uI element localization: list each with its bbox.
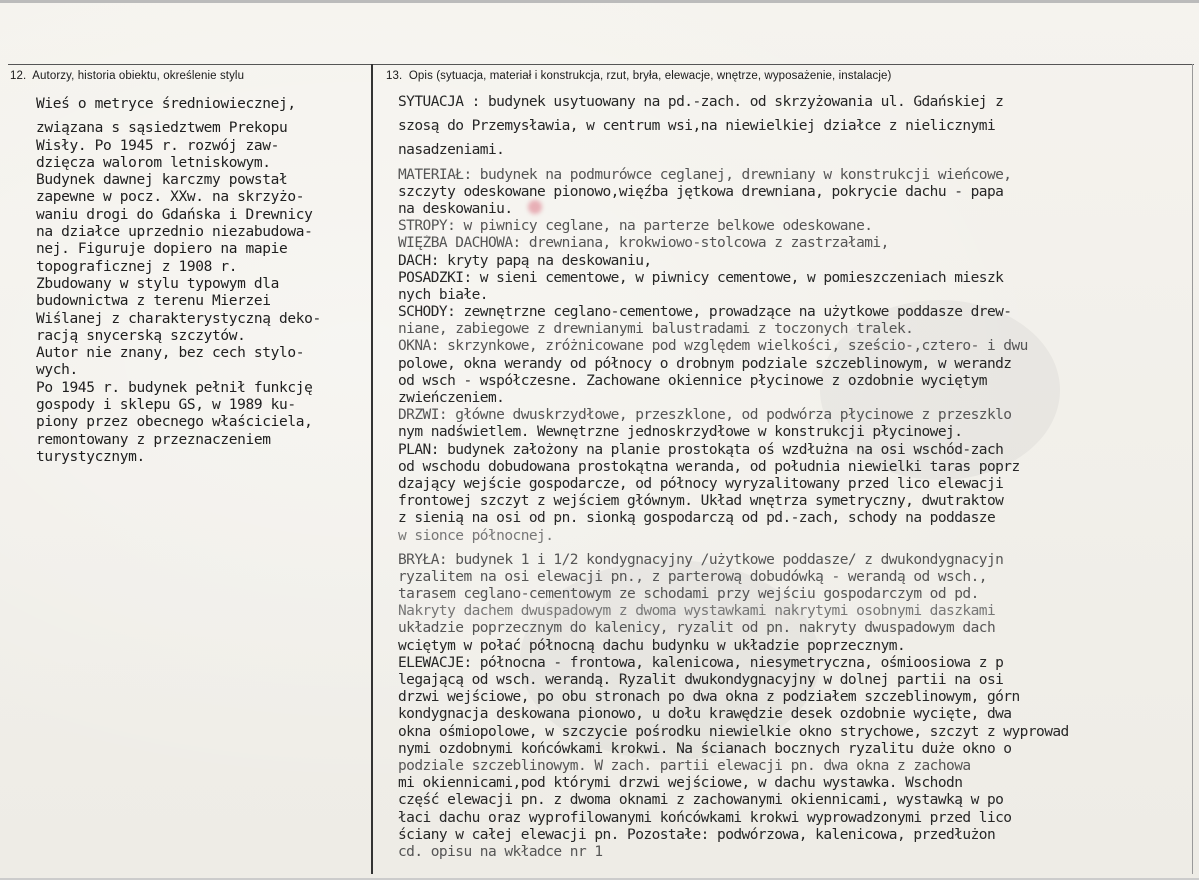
description-line: od wsch - współczesne. Zachowane okiennice płycinowe z ozdobnie wyciętym — [398, 372, 987, 389]
history-line: piony przez obecnego właściciela, — [36, 414, 313, 431]
history-line: remontowany z przeznaczeniem — [36, 431, 271, 448]
description-line-situation: SYTUACJA : budynek usytuowany na pd.-zach. od skrzyżowania ul. Gdańskiej z — [398, 94, 1004, 110]
left-header-number: 12. — [10, 70, 27, 82]
description-line-floors: POSADZKI: w sieni cementowe, w piwnicy cementowe, w pomieszczeniach mieszk — [398, 269, 1004, 286]
history-line: Wiślanej z charakterystyczną deko- — [36, 310, 321, 327]
history-line: związana s sąsiedztwem Prekopu — [36, 120, 288, 137]
description-line: wciętym w połać północną dachu budynku w układzie poprzecznym. — [398, 637, 906, 654]
description-line: z sienią na osi od pn. sionką gospodarczą od pd.-zach, schody na poddasze — [398, 510, 996, 527]
right-header-title: Opis (sytuacja, materiał i konstrukcja, rzut, bryła, elewacje, wnętrze, wyposażenie, instalacje) — [408, 70, 892, 82]
history-line: zapewne w pocz. XXw. na skrzyżo- — [36, 189, 305, 206]
right-header-number: 13. — [386, 70, 403, 82]
description-line-doors: DRZWI: główne dwuskrzydłowe, przeszklone, od podwórza płycinowe z przeszklo — [398, 407, 1012, 424]
description-line: od wschodu dobudowana prostokątna weranda, od południa niewielki taras poprz — [398, 458, 1020, 475]
right-border-line — [1192, 64, 1193, 874]
description-line: dzający wejście gospodarcze, od północy wyryzalitowany przed lico elewacji — [398, 475, 1004, 492]
page-top-edge — [0, 0, 1199, 3]
description-line: niane, zabiegowe z drewnianymi balustradami z toczonych tralek. — [398, 321, 914, 338]
history-line: Wieś o metryce średniowiecznej, — [36, 96, 296, 112]
history-line: topograficznej z 1908 r. — [36, 258, 238, 275]
description-line-continued: cd. opisu na wkładce nr 1 — [398, 843, 603, 860]
ink-stamp-mark — [528, 200, 542, 214]
description-line: nym nadświetlem. Wewnętrzne jednoskrzydłowe w konstrukcji płycinowej. — [398, 424, 963, 441]
description-line: łaci dachu oraz wyprofilowanymi końcówkami krokwi wyprowadzonymi przed lico — [398, 809, 1012, 826]
right-column-header — [386, 70, 891, 82]
history-line: turystycznym. — [36, 448, 145, 465]
history-line: racją snycerską szczytów. — [36, 327, 246, 344]
description-line: nych białe. — [398, 286, 488, 303]
history-line: Po 1945 r. budynek pełnił funkcję — [36, 379, 313, 396]
description-line: okna ośmiopolowe, w szczycie pośrodku niewielkie okno strychowe, szczyt z wyprowad — [398, 723, 1069, 740]
description-line: układzie poprzecznym do kalenicy, ryzalit od pn. nakryty dwuspadowym dach — [398, 620, 996, 637]
history-line: dzięcza walorom letniskowym. — [36, 154, 271, 171]
description-line-roof-truss: WIĘŹBA DACHOWA: drewniana, krokwiowo-stolcowa z zastrzałami, — [398, 235, 889, 252]
description-line-elevations: ELEWACJE: północna - frontowa, kalenicowa, niesymetryczna, ośmioosiowa z p — [398, 654, 1004, 671]
column-divider-line — [371, 64, 373, 874]
description-line-ceilings: STROPY: w piwnicy ceglane, na parterze belkowe odeskowane. — [398, 218, 873, 235]
description-line: na deskowaniu. — [398, 200, 513, 217]
description-line: szosą do Przemysławia, w centrum wsi,na niewielkiej działce z nielicznymi — [398, 118, 996, 135]
description-line: kondygnacja deskowana pionowo, u dołu krawędzie desek ozdobnie wycięte, dwa — [398, 706, 1012, 723]
description-line: szczyty odeskowane pionowo,więźba jętkowa drewniana, pokrycie dachu - papa — [398, 183, 1004, 200]
description-line: podziale szczeblinowym. W zach. partii elewacji pn. dwa okna z zachowa — [398, 757, 971, 774]
history-line: Autor nie znany, bez cech stylo- — [36, 345, 305, 362]
description-line: frontowej szczyt z wejściem głównym. Układ wnętrza symetryczny, dwutraktow — [398, 493, 1004, 510]
history-line: Wisły. Po 1945 r. rozwój zaw- — [36, 137, 280, 154]
description-line-windows: OKNA: skrzynkowe, zróżnicowane pod względem wielkości, sześcio-,cztero- i dwu — [398, 338, 1028, 355]
description-line: część elewacji pn. z dwoma oknami z zachowanymi okiennicami, wystawką w po — [398, 792, 1004, 809]
description-line-stairs: SCHODY: zewnętrzne ceglano-cementowe, prowadzące na użytkowe poddasze drew- — [398, 304, 1012, 321]
history-line: wych. — [36, 362, 78, 379]
description-line: nasadzeniami. — [398, 142, 505, 159]
description-line-roof: DACH: kryty papą na deskowaniu, — [398, 252, 652, 269]
history-line: budownictwa z terenu Mierzei — [36, 293, 271, 310]
history-line: Zbudowany w stylu typowym dla — [36, 275, 280, 292]
header-divider-line — [8, 64, 1194, 65]
description-line-plan: PLAN: budynek założony na planie prostokąta oś wzdłużna na osi wschód-zach — [398, 441, 1004, 458]
history-line: na działce uprzednio niezabudowa- — [36, 224, 313, 241]
description-line: w sionce północnej. — [398, 527, 554, 544]
description-text-block — [398, 94, 1188, 861]
left-header-title: Autorzy, historia obiektu, określenie stylu — [32, 70, 245, 82]
history-line: gospody i sklepu GS, w 1989 ku- — [36, 397, 296, 414]
description-line: drzwi wejściowe, po obu stronach po dwa okna z podziałem szczeblinowym, górn — [398, 689, 1020, 706]
description-line: mi okiennicami,pod którymi drzwi wejściowe, w dachu wystawka. Wschodn — [398, 775, 963, 792]
description-line: legającą od wsch. werandą. Ryzalit dwukondygnacyjny w dolnej partii na osi — [398, 672, 1004, 688]
description-line-material: MATERIAŁ: budynek na podmurówce ceglanej, drewniany w konstrukcji wieńcowe, — [398, 166, 1012, 183]
description-line: nymi ozdobnymi końcówkami krokwi. Na ścianach bocznych ryzalitu duże okno o — [398, 740, 1012, 757]
left-column-header — [10, 70, 244, 82]
description-line-mass: BRYŁA: budynek 1 i 1/2 kondygnacyjny /użytkowe poddasze/ z dwukondygnacyjn — [398, 551, 1004, 568]
description-line: ryzalitem na osi elewacji pn., z parterową dobudówką - werandą od wsch., — [398, 568, 987, 585]
description-line: tarasem ceglano-cementowym ze schodami przy wejściu gospodarczym od pd. — [398, 586, 979, 603]
description-line: ściany w całej elewacji pn. Pozostałe: podwórzowa, kalenicowa, przedłużon — [398, 826, 996, 843]
history-line: nej. Figuruje dopiero na mapie — [36, 241, 288, 258]
history-line: Budynek dawnej karczmy powstał — [36, 172, 288, 189]
history-line: waniu drogi do Gdańska i Drewnicy — [36, 206, 313, 223]
history-text-block — [36, 96, 371, 466]
description-line: zwieńczeniem. — [398, 390, 505, 406]
description-line: polowe, okna werandy od północy o drobnym podziale szczeblinowym, w werandz — [398, 355, 1012, 372]
description-line: Nakryty dachem dwuspadowym z dwoma wystawkami nakrytymi osobnymi daszkami — [398, 603, 996, 620]
